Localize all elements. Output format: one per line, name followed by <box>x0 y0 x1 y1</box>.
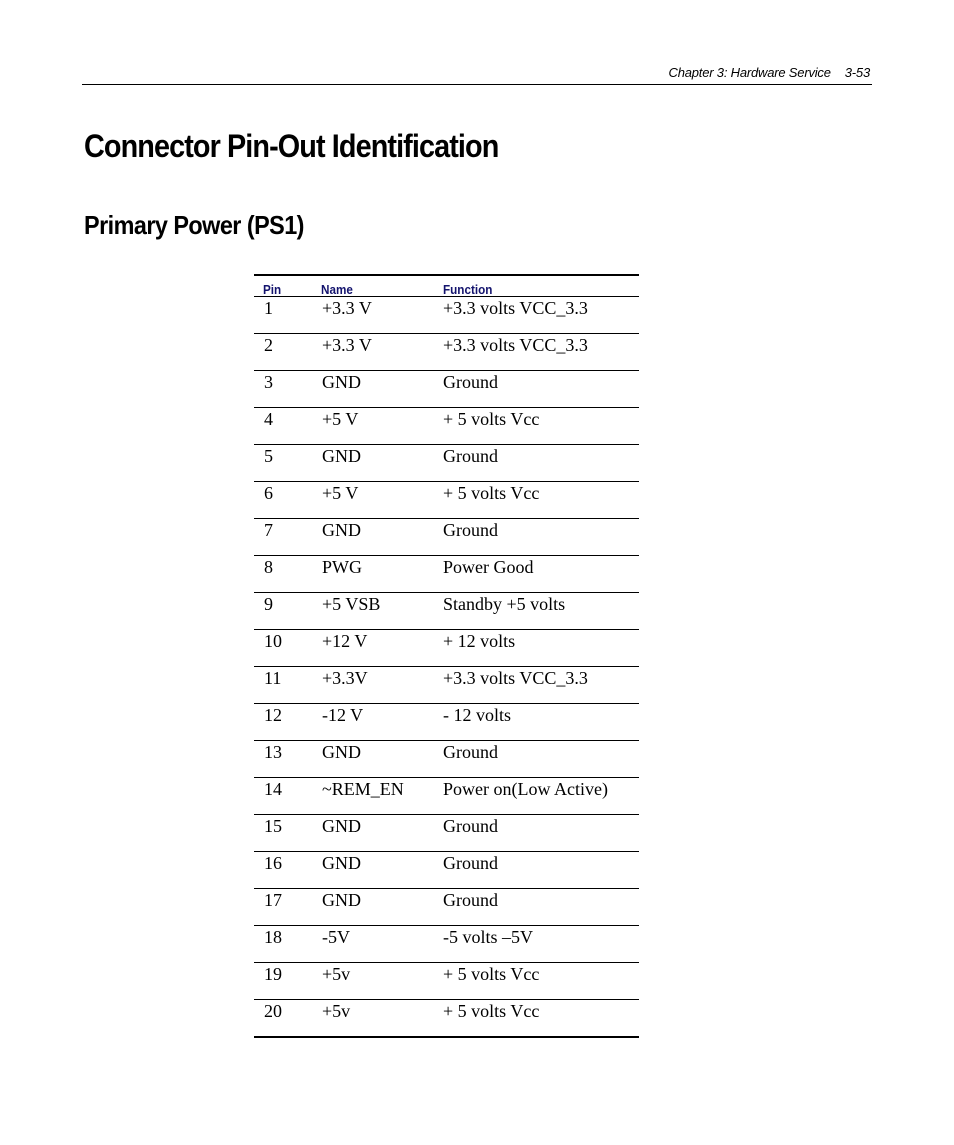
pin-cell: 14 <box>254 778 312 815</box>
table-row <box>254 778 639 815</box>
page-number: 3-53 <box>844 65 870 80</box>
table-row <box>254 704 639 741</box>
name-cell: +3.3V <box>312 667 443 704</box>
pin-cell: 17 <box>254 889 312 926</box>
name-cell: GND <box>312 519 443 556</box>
table-row <box>254 815 639 852</box>
table-row <box>254 408 639 445</box>
table-header-row <box>254 275 639 297</box>
name-cell: PWG <box>312 556 443 593</box>
table-row <box>254 926 639 963</box>
name-cell: -5V <box>312 926 443 963</box>
function-cell: Ground <box>443 445 639 482</box>
pin-cell: 8 <box>254 556 312 593</box>
pin-cell: 11 <box>254 667 312 704</box>
function-cell: Power Good <box>443 556 639 593</box>
table-row <box>254 593 639 630</box>
function-cell: + 12 volts <box>443 630 639 667</box>
table-row <box>254 445 639 482</box>
table-row <box>254 667 639 704</box>
function-cell: +3.3 volts VCC_3.3 <box>443 334 639 371</box>
chapter-label: Chapter 3: Hardware Service <box>668 65 831 80</box>
table-body <box>254 297 639 1038</box>
pin-cell: 16 <box>254 852 312 889</box>
pin-cell: 6 <box>254 482 312 519</box>
function-cell: Standby +5 volts <box>443 593 639 630</box>
function-cell: + 5 volts Vcc <box>443 1000 639 1038</box>
name-cell: +3.3 V <box>312 297 443 334</box>
name-cell: +5v <box>312 963 443 1000</box>
name-cell: GND <box>312 741 443 778</box>
name-cell: +5 VSB <box>312 593 443 630</box>
running-header-text <box>669 65 870 80</box>
running-header <box>82 62 872 85</box>
table-row <box>254 852 639 889</box>
table-row <box>254 334 639 371</box>
pin-cell: 5 <box>254 445 312 482</box>
function-cell: Ground <box>443 741 639 778</box>
name-cell: GND <box>312 815 443 852</box>
name-cell: GND <box>312 889 443 926</box>
table-row <box>254 519 639 556</box>
pin-cell: 18 <box>254 926 312 963</box>
function-cell: + 5 volts Vcc <box>443 963 639 1000</box>
pin-cell: 1 <box>254 297 312 334</box>
name-cell: GND <box>312 371 443 408</box>
pin-cell: 2 <box>254 334 312 371</box>
name-cell: +5v <box>312 1000 443 1038</box>
table-row <box>254 741 639 778</box>
pin-cell: 12 <box>254 704 312 741</box>
function-cell: Ground <box>443 852 639 889</box>
pin-out-table <box>254 274 639 1038</box>
table-row <box>254 889 639 926</box>
name-cell: +5 V <box>312 408 443 445</box>
table-row <box>254 297 639 334</box>
name-cell: +3.3 V <box>312 334 443 371</box>
pin-cell: 3 <box>254 371 312 408</box>
function-cell: -5 volts –5V <box>443 926 639 963</box>
column-header-pin: Pin <box>254 275 306 297</box>
name-cell: ~REM_EN <box>312 778 443 815</box>
pin-cell: 4 <box>254 408 312 445</box>
function-cell: Ground <box>443 889 639 926</box>
function-cell: + 5 volts Vcc <box>443 482 639 519</box>
name-cell: -12 V <box>312 704 443 741</box>
pin-cell: 9 <box>254 593 312 630</box>
table-row <box>254 963 639 1000</box>
pin-cell: 10 <box>254 630 312 667</box>
function-cell: Ground <box>443 371 639 408</box>
function-cell: Ground <box>443 815 639 852</box>
page-title: Connector Pin-Out Identification <box>84 128 499 164</box>
pin-cell: 19 <box>254 963 312 1000</box>
pin-cell: 7 <box>254 519 312 556</box>
table-row <box>254 556 639 593</box>
table-row <box>254 1000 639 1038</box>
table-row <box>254 371 639 408</box>
pin-cell: 13 <box>254 741 312 778</box>
pin-cell: 15 <box>254 815 312 852</box>
function-cell: Ground <box>443 519 639 556</box>
table-row <box>254 630 639 667</box>
function-cell: + 5 volts Vcc <box>443 408 639 445</box>
name-cell: +5 V <box>312 482 443 519</box>
column-header-name: Name <box>312 275 430 297</box>
name-cell: GND <box>312 852 443 889</box>
table-row <box>254 482 639 519</box>
name-cell: +12 V <box>312 630 443 667</box>
column-header-function: Function <box>443 275 619 297</box>
function-cell: +3.3 volts VCC_3.3 <box>443 297 639 334</box>
section-title: Primary Power (PS1) <box>84 210 304 240</box>
function-cell: +3.3 volts VCC_3.3 <box>443 667 639 704</box>
pin-cell: 20 <box>254 1000 312 1038</box>
name-cell: GND <box>312 445 443 482</box>
function-cell: - 12 volts <box>443 704 639 741</box>
function-cell: Power on(Low Active) <box>443 778 639 815</box>
